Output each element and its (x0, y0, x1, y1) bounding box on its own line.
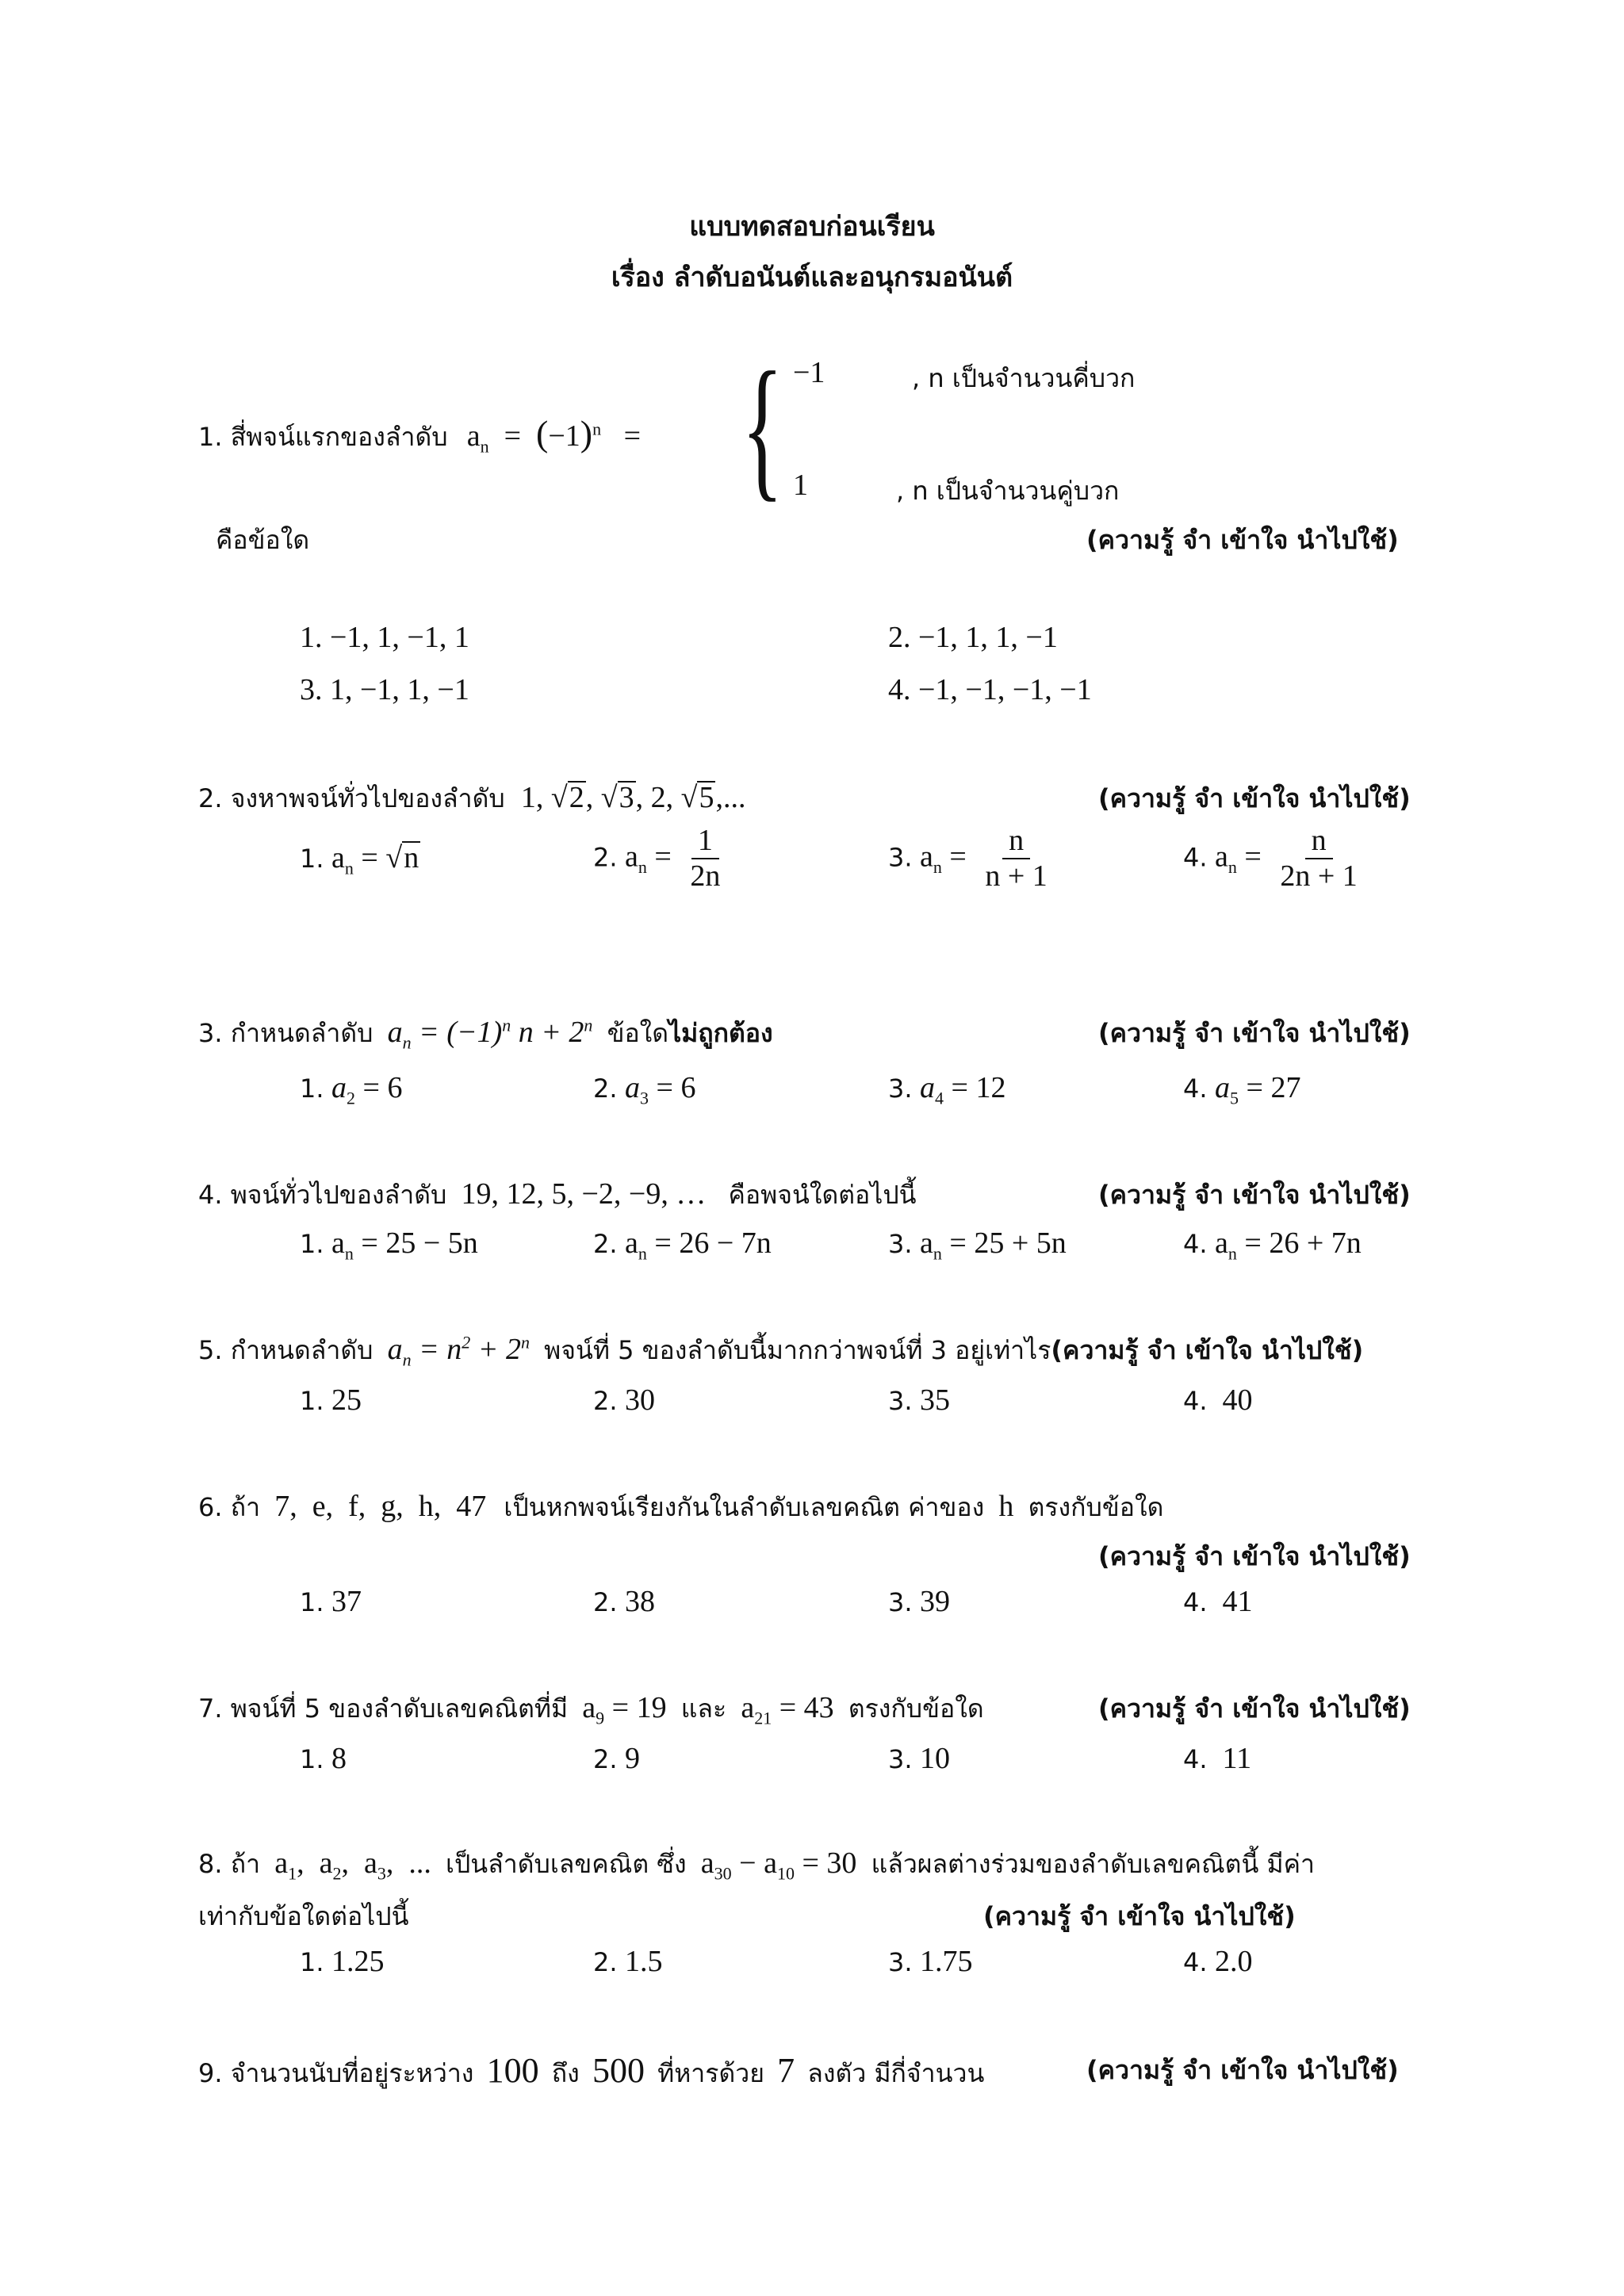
q8-option-4[interactable]: 4. 2.0 (1183, 1945, 1253, 1978)
q1-option-3[interactable]: 3. 1, −1, 1, −1 (300, 673, 469, 706)
question-1-text: 1. สี่พจน์แรกของลำดับ $a_n = (-1)^n$ = (198, 413, 642, 457)
q1-piecewise-brace: { (741, 340, 783, 515)
q5-formula: $a_n = n^2 + 2^n$ (387, 1332, 530, 1370)
q8-option-3[interactable]: 3. 1.75 (888, 1945, 973, 1978)
q8-text-line2: เท่ากับข้อใดต่อไปนี้ (198, 1901, 409, 1931)
q1-case2-condition: , n เป็นจำนวนคู่บวก (896, 476, 1120, 506)
q3-option-2[interactable]: 2. $a_3 = 6$ (593, 1071, 696, 1108)
q7-option-4[interactable]: 4. 11 (1183, 1742, 1252, 1775)
q8-tag: (ความรู้ จำ เข้าใจ นำไปใช้) (983, 1901, 1296, 1931)
q1-formula: $a_n = (-1)^n$ = (466, 413, 642, 457)
q2-option-1[interactable]: 1. $a_n = √n$ (300, 841, 419, 878)
question-2-text: 2. จงหาพจน์ทั่วไปของลำดับ 1, √2, √3, 2, √5,... (198, 781, 746, 814)
q5-option-2[interactable]: 2. 30 (593, 1383, 656, 1417)
q5-option-4[interactable]: 4. 40 (1183, 1383, 1253, 1417)
q3-option-4[interactable]: 4. $a_5 = 27$ (1183, 1071, 1301, 1108)
q1-option-2[interactable]: 2. −1, 1, 1, −1 (888, 621, 1058, 654)
q1-text-line2: คือข้อใด (216, 525, 310, 555)
page-title: แบบทดสอบก่อนเรียน (689, 211, 935, 243)
q8-option-1[interactable]: 1. 1.25 (300, 1945, 385, 1978)
q5-option-3[interactable]: 3. 35 (888, 1383, 951, 1417)
q1-tag: (ความรู้ จำ เข้าใจ นำไปใช้) (1086, 525, 1399, 555)
q1-option-1[interactable]: 1. −1, 1, −1, 1 (300, 621, 469, 654)
q4-option-3[interactable]: 3. $a_n = 25 + 5n$ (888, 1226, 1067, 1264)
q3-tag: (ความรู้ จำ เข้าใจ นำไปใช้) (1098, 1018, 1411, 1048)
q5-tag: (ความรู้ จำ เข้าใจ นำไปใช้) (1051, 1335, 1364, 1365)
q6-option-1[interactable]: 1. 37 (300, 1585, 362, 1618)
q2-option-2[interactable]: 2. $a_n$ = $\frac{1}{2n}$ (593, 824, 721, 893)
q4-option-2[interactable]: 2. $a_n = 26 - 7n$ (593, 1226, 772, 1264)
question-7-text: 7. พจน์ที่ 5 ของลำดับเลขคณิตที่มี $a_9 = 19$ และ $a_{21} = 43$ ตรงกับข้อใด (198, 1691, 984, 1728)
question-8-text: 8. ถ้า $a_1$, $a_2$, $a_3$, ... เป็นลำดับเลขคณิต ซึ่ง $a_{30} - a_{10} = 30$ แล้วผลต่างร่วมของลำดับเลขคณิตนี้ มีค่า (198, 1846, 1315, 1884)
q6-option-4[interactable]: 4. 41 (1183, 1585, 1253, 1618)
question-6-text: 6. ถ้า 7, e, f, g, h, 47 เป็นหกพจน์เรียงกันในลำดับเลขคณิต ค่าของ h ตรงกับข้อใด (198, 1490, 1164, 1523)
q6-option-2[interactable]: 2. 38 (593, 1585, 656, 1618)
q1-case1-condition: , n เป็นจำนวนคี่บวก (912, 363, 1136, 393)
q1-case2-value: 1 (793, 469, 808, 502)
q9-tag: (ความรู้ จำ เข้าใจ นำไปใช้) (1086, 2055, 1399, 2085)
page-subtitle: เรื่อง ลำดับอนันต์และอนุกรมอนันต์ (611, 262, 1013, 293)
q7-option-3[interactable]: 3. 10 (888, 1742, 951, 1775)
question-4-text: 4. พจน์ทั่วไปของลำดับ 19, 12, 5, −2, −9, … คือพจนํใดต่อไปนี้ (198, 1177, 917, 1211)
q6-option-3[interactable]: 3. 39 (888, 1585, 951, 1618)
q7-tag: (ความรู้ จำ เข้าใจ นำไปใช้) (1098, 1693, 1411, 1724)
q1-case1-value: −1 (793, 356, 825, 389)
q8-option-2[interactable]: 2. 1.5 (593, 1945, 663, 1978)
q2-option-3[interactable]: 3. $a_n$ = $\frac{n}{n + 1}$ (888, 824, 1048, 893)
question-3-text: 3. กำหนดลำดับ $a_n = (-1)^n$ $n + 2^n$ ข้อใดไม่ถูกต้อง (198, 1015, 773, 1053)
q3-formula: $a_n = (-1)^n$ $n + 2^n$ (387, 1015, 593, 1053)
q3-option-3[interactable]: 3. $a_4 = 12$ (888, 1071, 1006, 1108)
q1-option-4[interactable]: 4. −1, −1, −1, −1 (888, 673, 1092, 706)
q4-sequence: 19, 12, 5, −2, −9, … (461, 1177, 707, 1211)
question-9-text: 9. จำนวนนับที่อยู่ระหว่าง 100 ถึง 500 ที่หารด้วย 7 ลงตัว มีกี่จำนวน (198, 2051, 985, 2090)
q4-option-1[interactable]: 1. $a_n = 25 - 5n$ (300, 1226, 478, 1264)
q2-sequence: 1, √2, √3, 2, √5,... (520, 781, 746, 814)
q2-tag: (ความรู้ จำ เข้าใจ นำไปใช้) (1098, 783, 1411, 813)
q4-option-4[interactable]: 4. $a_n = 26 + 7n$ (1183, 1226, 1362, 1264)
question-5-text: 5. กำหนดลำดับ $a_n = n^2 + 2^n$ พจน์ที่ 5 ของลำดับนี้มากกว่าพจน์ที่ 3 อยู่เท่าไร(ความรู้ จำ เข้าใจ นำไปใช้) (198, 1332, 1364, 1370)
q3-option-1[interactable]: 1. $a_2 = 6$ (300, 1071, 403, 1108)
q5-option-1[interactable]: 1. 25 (300, 1383, 362, 1417)
q2-option-4[interactable]: 4. $a_n$ = $\frac{n}{2n + 1}$ (1183, 824, 1358, 893)
q6-sequence: 7, e, f, g, h, 47 (274, 1490, 487, 1523)
q4-tag: (ความรู้ จำ เข้าใจ นำไปใช้) (1098, 1180, 1411, 1210)
q6-tag: (ความรู้ จำ เข้าใจ นำไปใช้) (1098, 1541, 1411, 1571)
q7-option-2[interactable]: 2. 9 (593, 1742, 641, 1775)
q7-option-1[interactable]: 1. 8 (300, 1742, 347, 1775)
